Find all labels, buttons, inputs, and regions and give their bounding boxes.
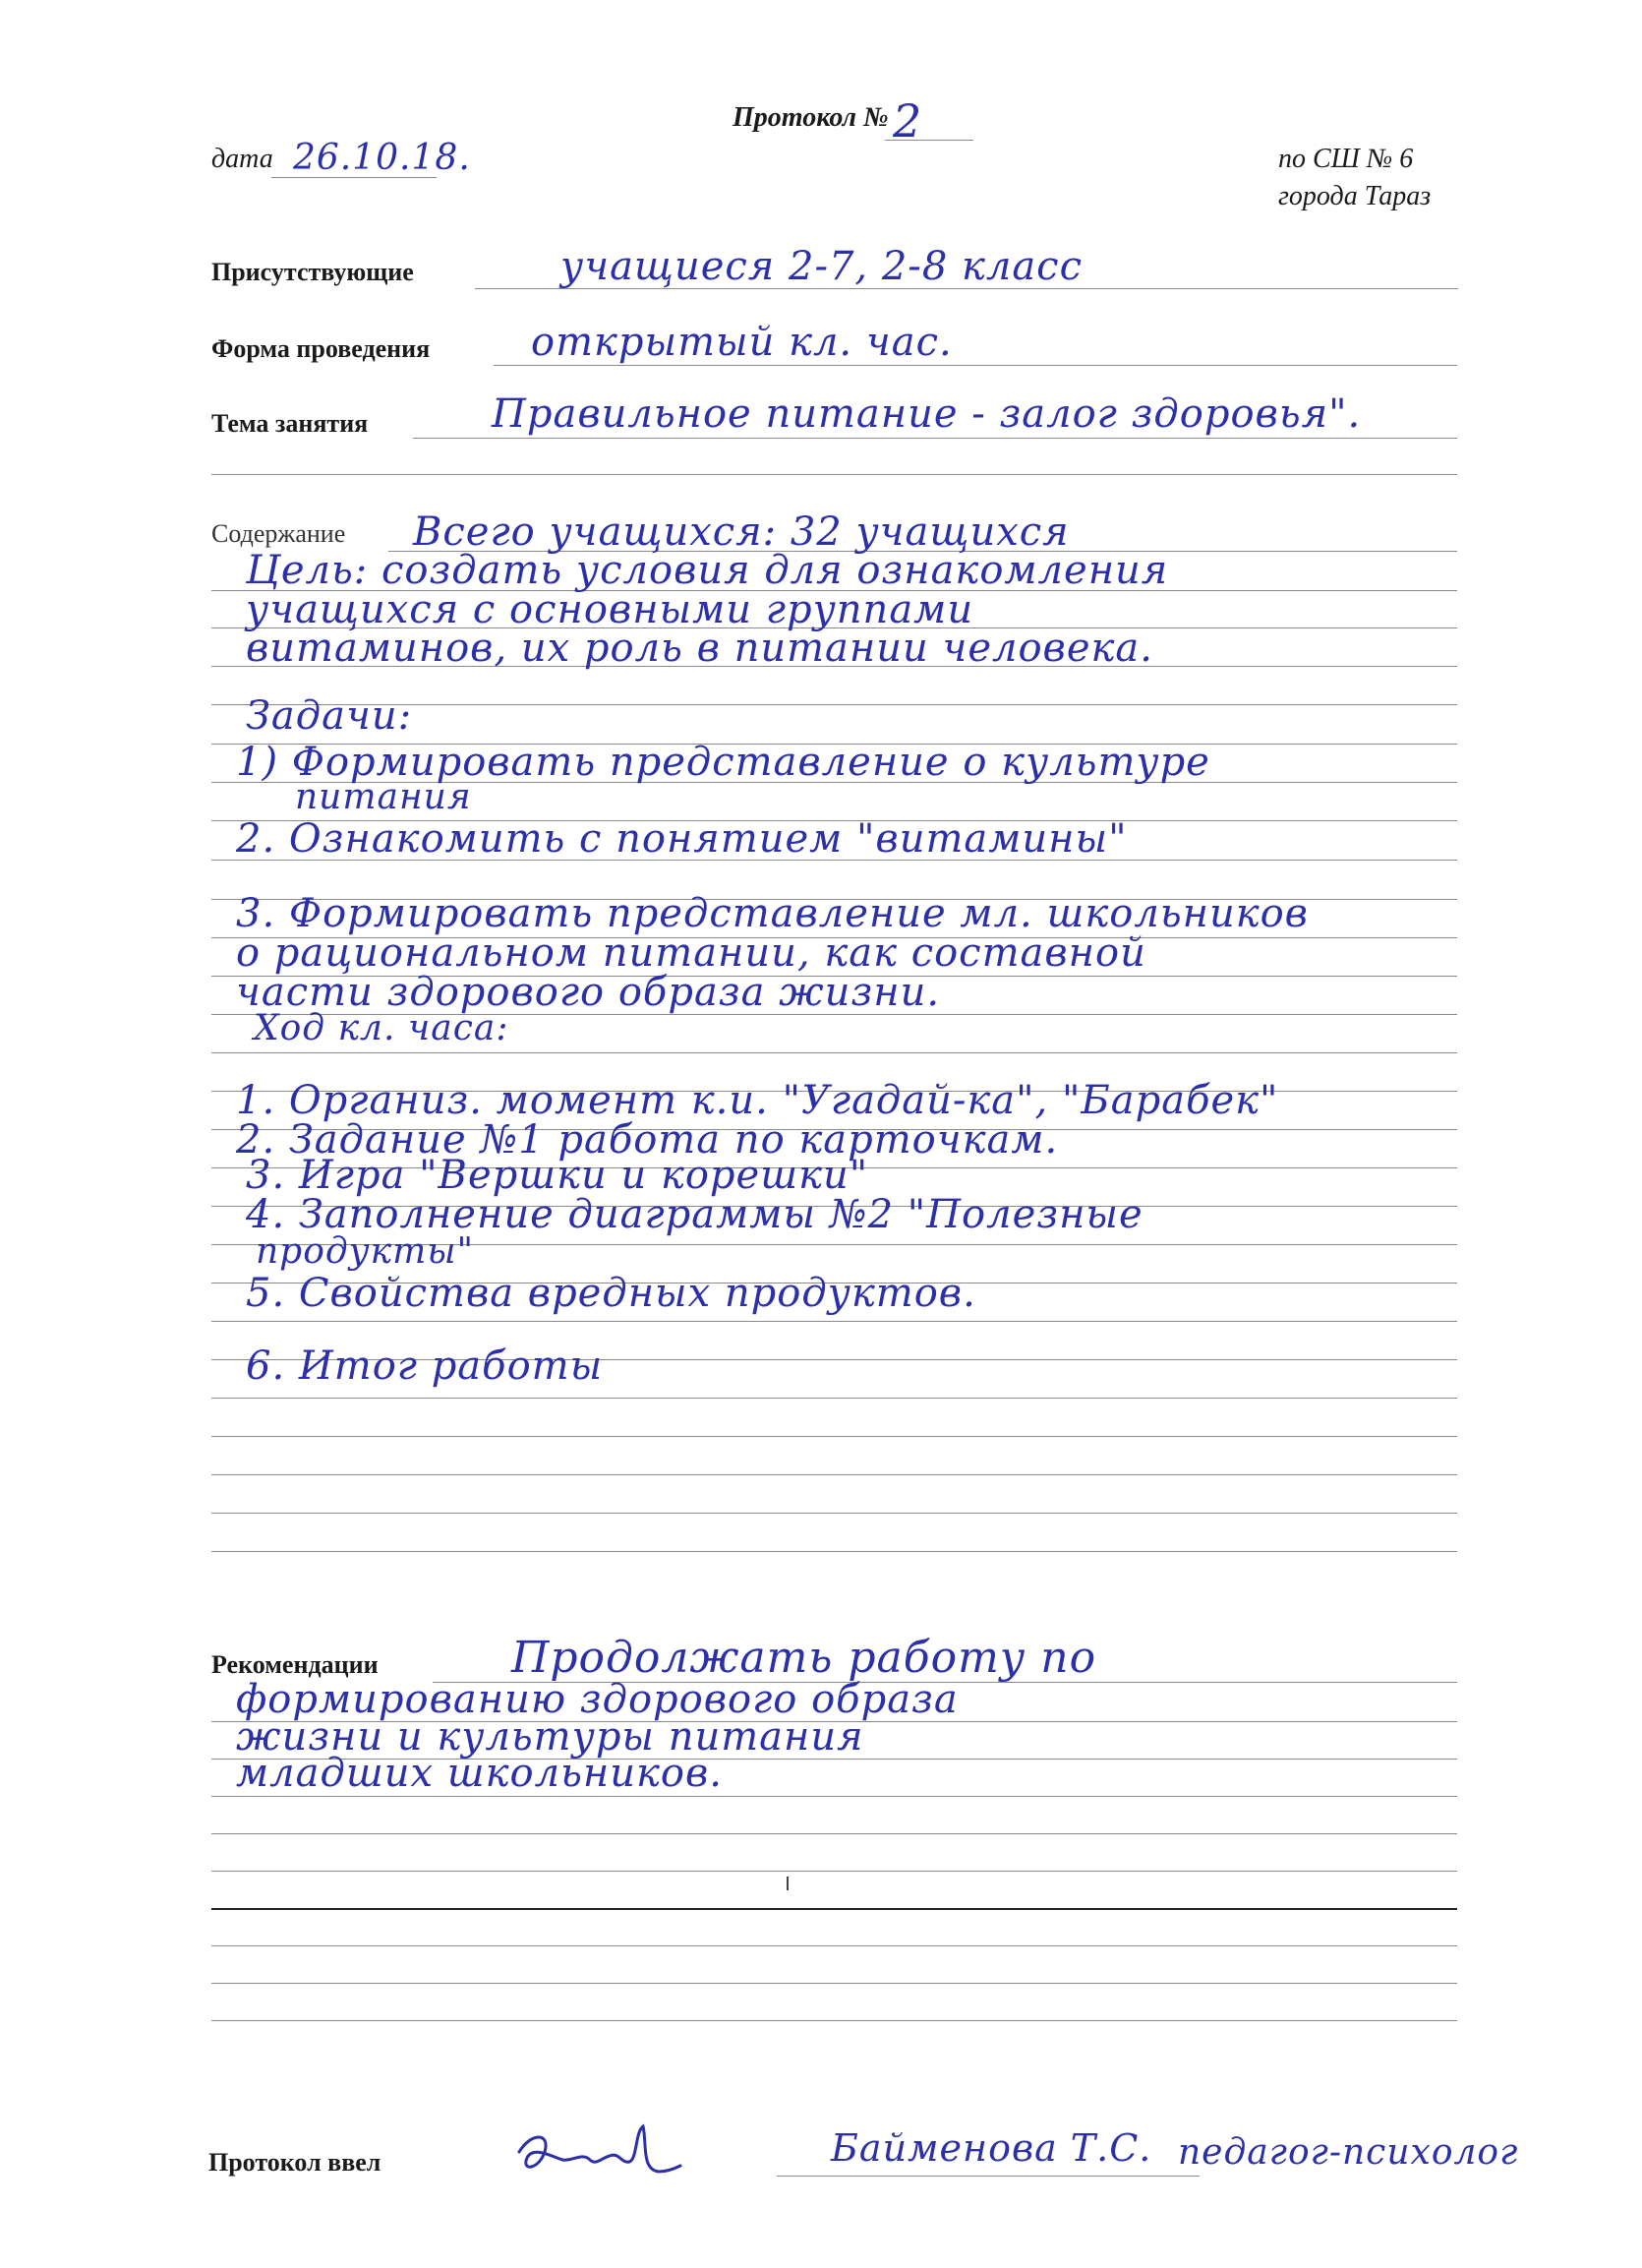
form-label: Форма проведения	[211, 334, 431, 363]
content-line: 1) Формировать представление о культуре	[236, 740, 1210, 785]
content-line: витаминов, их роль в питании человека.	[246, 626, 1153, 671]
content-line: 3. Формировать представление мл. школьников	[236, 891, 1309, 936]
content-line: 1. Организ. момент к.и. "Угадай-ка", "Барабек"	[236, 1078, 1279, 1123]
content-line: Задачи:	[246, 693, 413, 739]
content-line: учащихся с основными группами	[246, 587, 974, 632]
topic-value: Правильное питание - залог здоровья".	[492, 391, 1362, 437]
protocol-number: 2	[893, 94, 923, 148]
attendees-label: Присутствующие	[211, 258, 414, 286]
school-line2: города Тараз	[1278, 181, 1432, 211]
recommendation-line: формированию здорового образа	[236, 1677, 959, 1722]
attendees-value: учащиеся 2-7, 2-8 класс	[560, 244, 1083, 289]
author-label: Протокол ввел	[208, 2148, 381, 2177]
protocol-title	[733, 102, 889, 134]
content-line: 5. Свойства вредных продуктов.	[246, 1271, 976, 1316]
recommendation-line: Продолжать работу по	[511, 1633, 1097, 1683]
recommendations-label: Рекомендации	[211, 1650, 379, 1679]
content-line: 6. Итог работы	[246, 1343, 604, 1389]
school-line1: по СШ № 6	[1278, 144, 1414, 174]
signature	[511, 2122, 688, 2191]
content-line: о рациональном питании, как составной	[236, 930, 1146, 976]
author-rule	[777, 2176, 1200, 2177]
content-line: Цель: создать условия для ознакомления	[246, 548, 1169, 593]
content-label: Содержание	[211, 519, 346, 548]
content-line: продукты"	[256, 1231, 475, 1272]
topic-label: Тема занятия	[211, 409, 369, 438]
content-line: Ход кл. часа:	[254, 1008, 509, 1048]
author-role: педагог-психолог	[1178, 2132, 1519, 2173]
date-value: 26.10.18.	[293, 138, 471, 178]
content-line: Всего учащихся: 32 учащихся	[413, 509, 1070, 555]
topic-rule-2	[211, 474, 1457, 475]
content-line: части здорового образа жизни.	[236, 970, 941, 1015]
content-line: 4. Заполнение диаграммы №2 "Полезные	[246, 1192, 1144, 1237]
recommendation-line: жизни и культуры питания	[236, 1714, 864, 1760]
content-line: 2. Задание №1 работа по карточкам.	[236, 1117, 1059, 1163]
form-value: открытый кл. час.	[531, 320, 953, 365]
recommendation-line: младших школьников.	[236, 1751, 723, 1796]
protocol-title-label: Протокол №	[733, 102, 889, 133]
topic-rule	[413, 438, 1457, 439]
author-name: Байменова Т.С.	[831, 2126, 1152, 2170]
stray-mark	[787, 1877, 792, 1890]
form-rule	[494, 365, 1457, 366]
content-line: 2. Ознакомить с понятием "витамины"	[236, 816, 1128, 862]
content-line: питания	[295, 777, 472, 817]
date-label: дата	[211, 144, 273, 174]
content-line: 3. Игра "Вершки и корешки"	[246, 1153, 869, 1198]
